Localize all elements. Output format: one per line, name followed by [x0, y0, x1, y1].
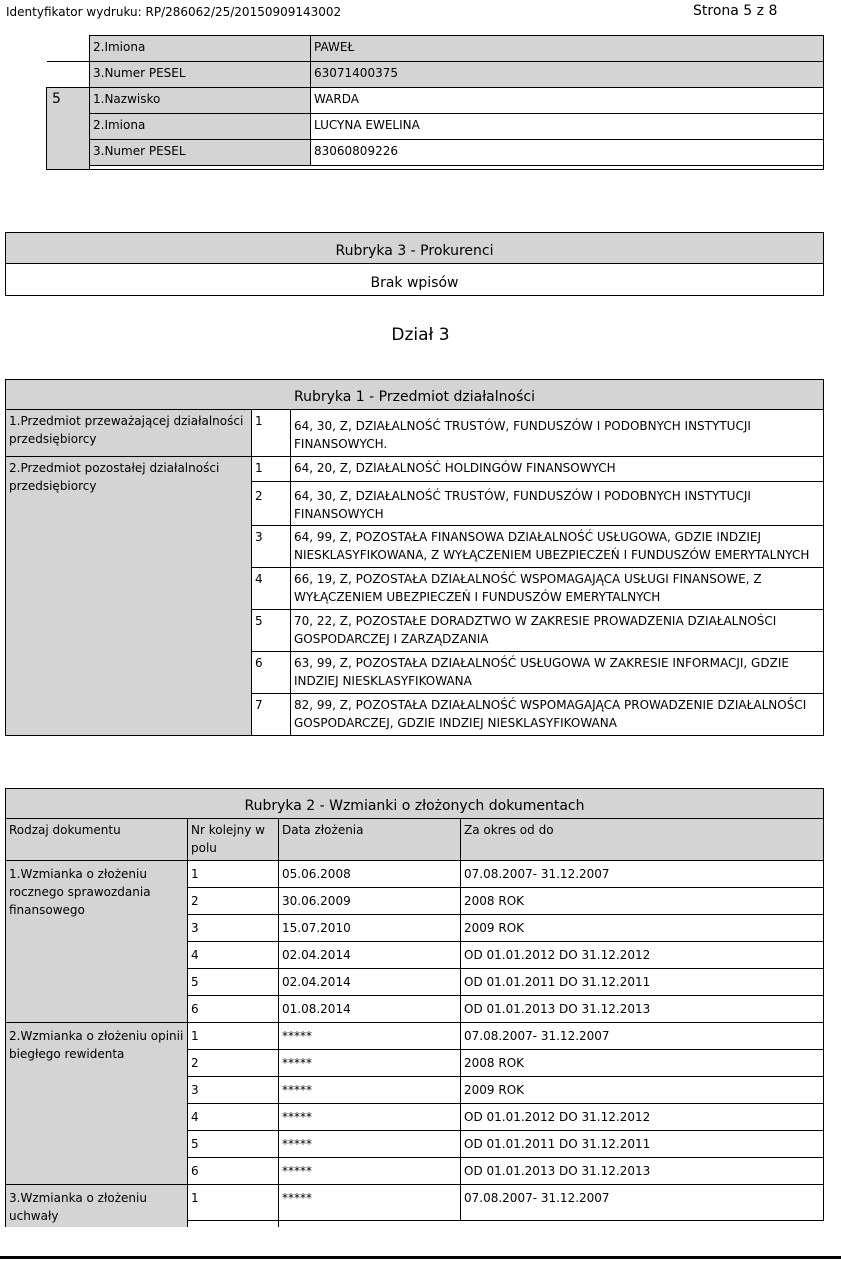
page-indicator: Strona 5 z 8 [693, 3, 778, 19]
entry-number: 5 [47, 88, 90, 170]
field-label: 2.Imiona [90, 36, 311, 62]
row-number: 3 [252, 526, 291, 568]
table-row: 1.Wzmianka o złożeniu rocznego sprawozdania finansowego 1 05.06.2008 07.08.2007- 31.12.2007 [6, 861, 824, 888]
table-row: 2 ***** 2008 ROK [6, 1050, 824, 1077]
table-row [6, 410, 824, 457]
section-heading: Dział 3 [391, 325, 450, 345]
table-row: 6 ***** OD 01.01.2013 DO 31.12.2013 [6, 1158, 824, 1185]
row-number: 5 [252, 610, 291, 652]
row-number: 4 [252, 568, 291, 610]
table-row: 3.Wzmianka o złożeniu uchwały 1 ***** 07.08.2007- 31.12.2007 [6, 1185, 824, 1221]
field-value: 83060809226 [311, 140, 824, 166]
activity-text: 70, 22, Z, POZOSTAŁE DORADZTWO W ZAKRESIE PROWADZENIA DZIAŁALNOŚCI GOSPODARCZEJ I ZARZĄDZANIA [291, 610, 824, 652]
table-row: 2 30.06.2009 2008 ROK [6, 888, 824, 915]
table-row: 2.Wzmianka o złożeniu opinii biegłego rewidenta 1 ***** 07.08.2007- 31.12.2007 [6, 1023, 824, 1050]
field-label: 3.Numer PESEL [90, 62, 311, 88]
table-row: 3 15.07.2010 2009 ROK [6, 915, 824, 942]
row-number: 6 [252, 652, 291, 694]
row-number: 2 [252, 482, 291, 526]
row-number: 1 [252, 457, 291, 482]
table-row: 5 ***** OD 01.01.2011 DO 31.12.2011 [6, 1131, 824, 1158]
rubryka2-title: Rubryka 2 - Wzmianki o złożonych dokumentach [6, 789, 824, 819]
column-header: Nr kolejny w polu [188, 819, 279, 861]
rubryka3-title: Rubryka 3 - Prokurenci [5, 232, 824, 264]
activity-text: 66, 19, Z, POZOSTAŁA DZIAŁALNOŚĆ WSPOMAGAJĄCA USŁUGI FINANSOWE, Z WYŁĄCZENIEM UBEZPIECZEŃ I FUNDUSZÓW EMERYTALNYCH [291, 568, 824, 610]
column-header: Data złożenia [279, 819, 461, 861]
activity-text: 64, 99, Z, POZOSTAŁA FINANSOWA DZIAŁALNOŚĆ USŁUGOWA, GDZIE INDZIEJ NIESKLASYFIKOWANA, Z WYŁĄCZENIEM UBEZPIECZEŃ I FUNDUSZÓW EMERYTALNYCH [291, 526, 824, 568]
table-row: 4 02.04.2014 OD 01.01.2012 DO 31.12.2012 [6, 942, 824, 969]
field-value: LUCYNA EWELINA [311, 114, 824, 140]
table-row [6, 457, 824, 482]
activity-text: 82, 99, Z, POZOSTAŁA DZIAŁALNOŚĆ WSPOMAGAJĄCA PROWADZENIE DZIAŁALNOŚCI GOSPODARCZEJ, GDZIE INDZIEJ NIESKLASYFIKOWANA [291, 694, 824, 736]
document-type: 1.Wzmianka o złożeniu rocznego sprawozdania finansowego [6, 861, 188, 1023]
field-value: WARDA [311, 88, 824, 114]
table-row: 5 02.04.2014 OD 01.01.2011 DO 31.12.2011 [6, 969, 824, 996]
rubryka1-title: Rubryka 1 - Przedmiot działalności [6, 380, 824, 410]
table-row: 3 ***** 2009 ROK [6, 1077, 824, 1104]
table-row: 4 ***** OD 01.01.2012 DO 31.12.2012 [6, 1104, 824, 1131]
primary-activity-label: 1.Przedmiot przeważającej działalności przedsiębiorcy [6, 410, 252, 457]
field-label: 3.Numer PESEL [90, 140, 311, 166]
persons-table [46, 35, 824, 170]
other-activity-label: 2.Przedmiot pozostałej działalności przedsiębiorcy [6, 457, 252, 736]
print-identifier: Identyfikator wydruku: RP/286062/25/20150909143002 [6, 5, 342, 19]
column-header: Rodzaj dokumentu [6, 819, 188, 861]
row-number: 1 [252, 410, 291, 457]
activity-table [5, 379, 824, 736]
field-label: 2.Imiona [90, 114, 311, 140]
field-value: 63071400375 [311, 62, 824, 88]
page-bottom-rule [0, 1256, 841, 1259]
column-header: Za okres od do [461, 819, 824, 861]
document-type: 3.Wzmianka o złożeniu uchwały [6, 1185, 188, 1228]
field-label: 1.Nazwisko [90, 88, 311, 114]
row-number: 7 [252, 694, 291, 736]
field-value: PAWEŁ [311, 36, 824, 62]
table-header-row [6, 819, 824, 861]
documents-table [5, 788, 824, 1227]
rubryka3-body: Brak wpisów [5, 263, 824, 296]
activity-text: 64, 30, Z, DZIAŁALNOŚĆ TRUSTÓW, FUNDUSZÓW I PODOBNYCH INSTYTUCJI FINANSOWYCH. [291, 410, 824, 457]
activity-text: 64, 20, Z, DZIAŁALNOŚĆ HOLDINGÓW FINANSOWYCH [291, 457, 824, 482]
document-type: 2.Wzmianka o złożeniu opinii biegłego rewidenta [6, 1023, 188, 1185]
table-row: 6 01.08.2014 OD 01.01.2013 DO 31.12.2013 [6, 996, 824, 1023]
activity-text: 63, 99, Z, POZOSTAŁA DZIAŁALNOŚĆ USŁUGOWA W ZAKRESIE INFORMACJI, GDZIE INDZIEJ NIESKLASYFIKOWANA [291, 652, 824, 694]
activity-text: 64, 30, Z, DZIAŁALNOŚĆ TRUSTÓW, FUNDUSZÓW I PODOBNYCH INSTYTUCJI FINANSOWYCH [291, 482, 824, 526]
